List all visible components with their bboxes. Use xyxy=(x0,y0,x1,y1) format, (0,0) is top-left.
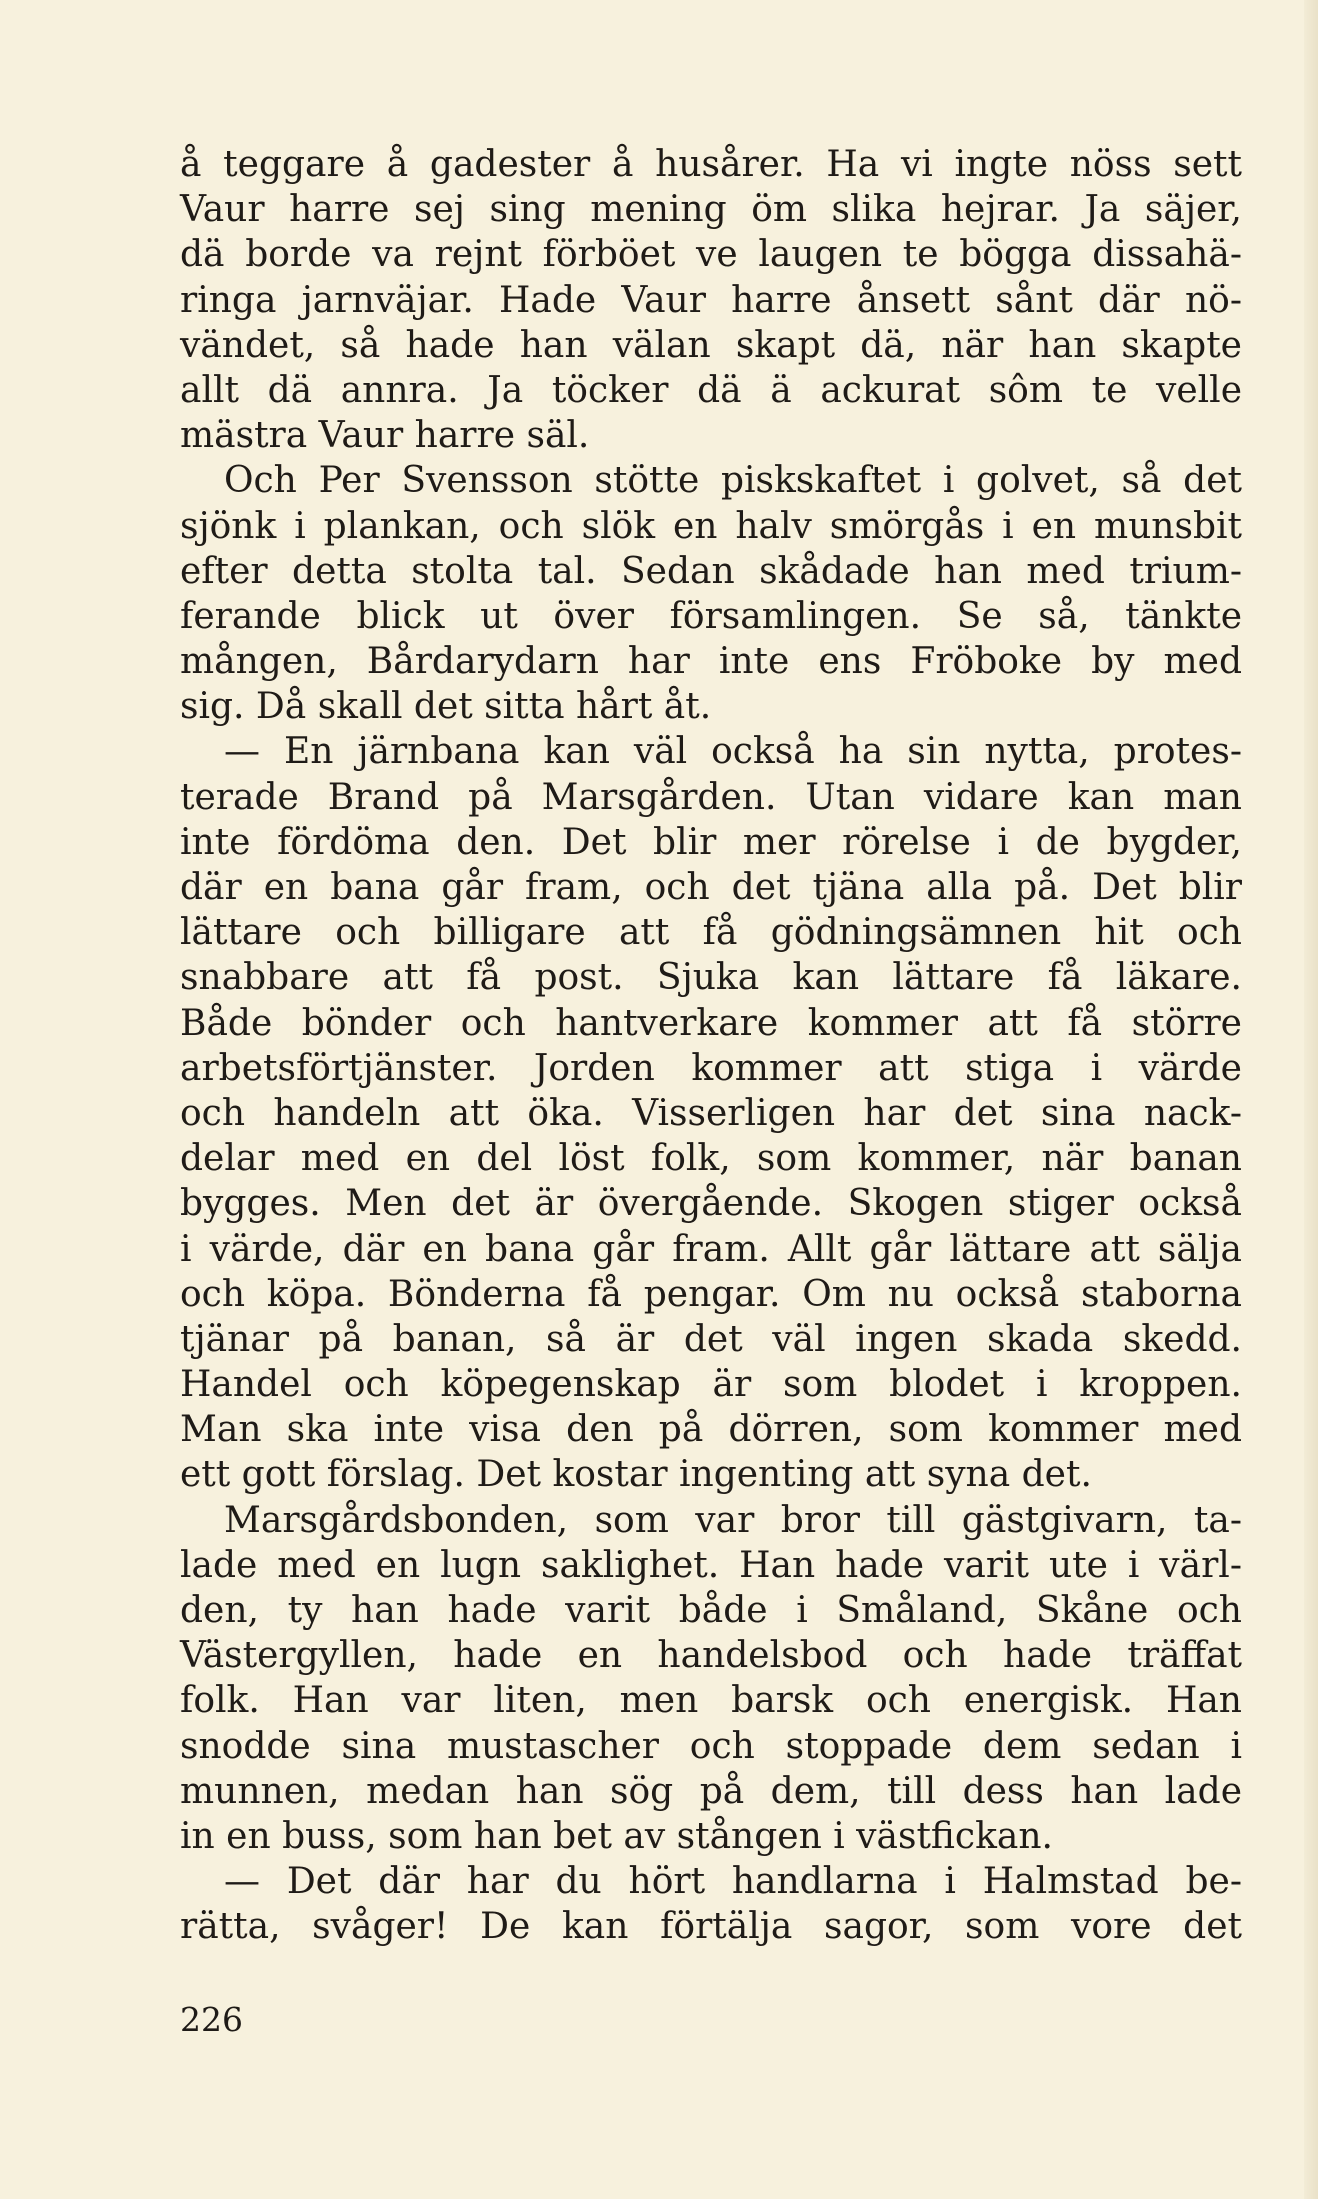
page-number: 226 xyxy=(180,2000,243,2039)
page-edge-shadow xyxy=(1304,0,1318,2199)
text-line-25: i värde, där en bana går fram. Allt går lättare att sälja xyxy=(180,1228,1242,1270)
text-line-33: den, ty han hade varit både i Småland, Skåne och xyxy=(180,1590,1242,1631)
text-line-4: ringa jarnväjar. Hade Vaur harre ånsett sånt där nö- xyxy=(180,279,1242,321)
text-line-5: vändet, så hade han välan skapt dä, när han skapte xyxy=(180,324,1242,366)
text-line-23: delar med en del löst folk, som kommer, när banan xyxy=(180,1138,1242,1180)
text-line-13: sig. Då skall det sitta hårt åt. xyxy=(180,686,712,728)
text-line-27: tjänar på banan, så är det väl ingen skada skedd. xyxy=(180,1318,1242,1360)
text-line-32: lade med en lugn saklighet. Han hade varit ute i värl- xyxy=(180,1544,1242,1586)
text-line-12: mången, Bårdarydarn har inte ens Fröboke by med xyxy=(180,641,1242,683)
text-line-30: ett gott förslag. Det kostar ingenting att syna det. xyxy=(180,1454,1092,1496)
text-line-16: inte fördöma den. Det blir mer rörelse i de bygder, xyxy=(180,821,1242,863)
text-line-40: rätta, svåger! De kan förtälja sagor, som vore det xyxy=(180,1906,1242,1948)
body-text xyxy=(180,142,1242,1950)
text-line-10: efter detta stolta tal. Sedan skådade han med trium- xyxy=(180,550,1242,592)
text-line-9: sjönk i plankan, och slök en halv smörgås i en munsbit xyxy=(180,505,1242,547)
text-line-17: där en bana går fram, och det tjäna alla på. Det blir xyxy=(180,867,1242,908)
text-line-6: allt dä annra. Ja töcker dä ä ackurat sôm te velle xyxy=(180,369,1242,411)
text-line-37: munnen, medan han sög på dem, till dess han lade xyxy=(180,1770,1242,1812)
text-line-19: snabbare att få post. Sjuka kan lättare få läkare. xyxy=(180,957,1242,999)
text-line-1: å teggare å gadester å husårer. Ha vi ingte nöss sett xyxy=(180,144,1242,185)
text-line-22: och handeln att öka. Visserligen har det sina nack- xyxy=(180,1092,1242,1134)
text-line-39: — Det där har du hört handlarna i Halmstad be- xyxy=(224,1861,1242,1903)
text-line-20: Både bönder och hantverkare kommer att få större xyxy=(180,1002,1242,1044)
text-line-31: Marsgårdsbonden, som var bror till gästgivarn, ta- xyxy=(224,1499,1242,1541)
text-line-28: Handel och köpegenskap är som blodet i kroppen. xyxy=(180,1364,1242,1406)
text-line-3: dä borde va rejnt förböet ve laugen te bögga dissahä- xyxy=(180,234,1242,276)
text-line-11: ferande blick ut över församlingen. Se så, tänkte xyxy=(180,595,1242,637)
text-line-15: terade Brand på Marsgården. Utan vidare kan man xyxy=(180,776,1242,818)
text-line-2: Vaur harre sej sing mening öm slika hejrar. Ja säjer, xyxy=(180,189,1242,231)
text-line-34: Västergyllen, hade en handelsbod och hade träffat xyxy=(180,1635,1242,1677)
text-line-36: snodde sina mustascher och stoppade dem sedan i xyxy=(180,1725,1242,1767)
text-line-26: och köpa. Bönderna få pengar. Om nu också staborna xyxy=(180,1273,1242,1315)
text-line-14: — En järnbana kan väl också ha sin nytta, protes- xyxy=(224,731,1242,773)
text-line-18: lättare och billigare att få gödningsämnen hit och xyxy=(180,912,1242,954)
text-line-35: folk. Han var liten, men barsk och energisk. Han xyxy=(180,1680,1242,1722)
text-line-29: Man ska inte visa den på dörren, som kommer med xyxy=(180,1409,1242,1451)
text-line-7: mästra Vaur harre säl. xyxy=(180,415,590,457)
text-line-24: bygges. Men det är övergående. Skogen stiger också xyxy=(180,1183,1242,1225)
text-line-8: Och Per Svensson stötte piskskaftet i golvet, så det xyxy=(224,460,1242,502)
text-line-38: in en buss, som han bet av stången i västfickan. xyxy=(180,1815,1053,1857)
text-line-21: arbetsförtjänster. Jorden kommer att stiga i värde xyxy=(180,1047,1242,1089)
